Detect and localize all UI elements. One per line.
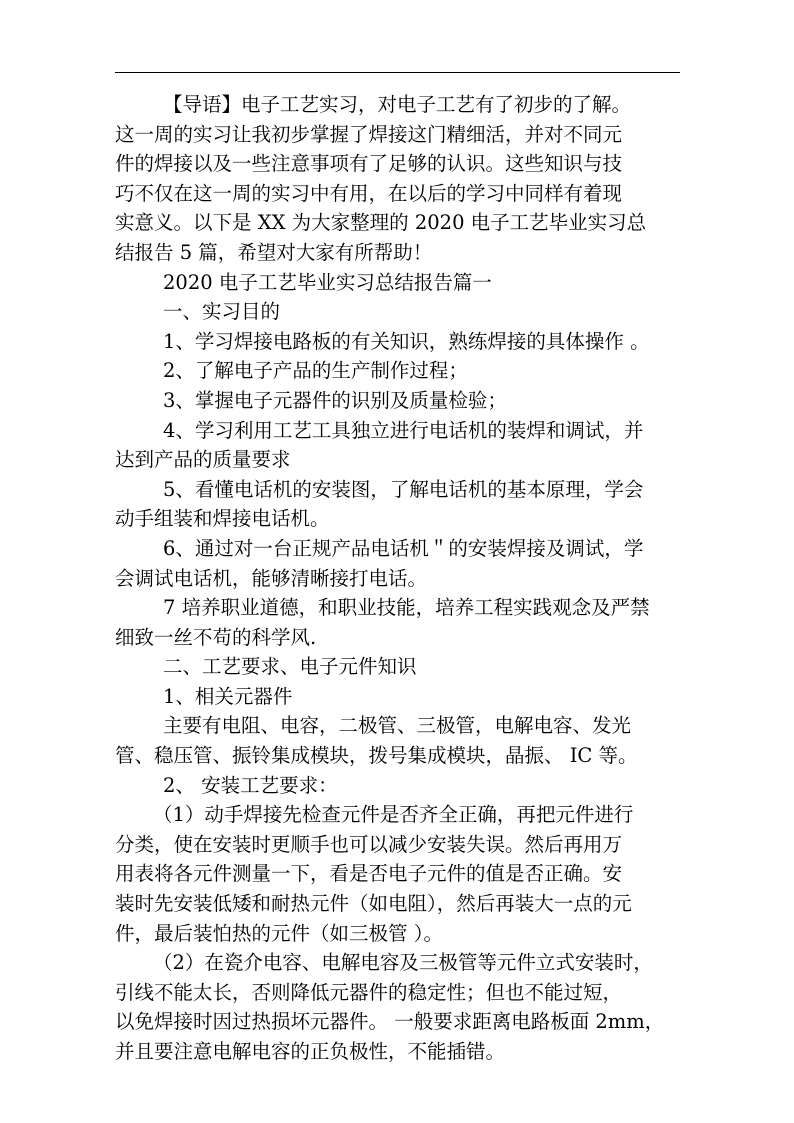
paragraph-line: 管、稳压管、振铃集成模块，拨号集成模块，晶振、 IC 等。 [115, 744, 638, 768]
intro-line: 实意义。以下是 XX 为大家整理的 2020 电子工艺毕业实习总 [115, 211, 647, 235]
paragraph-line: 件，最后装怕热的元件（如三极管 ）。 [115, 921, 443, 945]
document-body [115, 90, 680, 1067]
intro-line: 【导语】电子工艺实习，对电子工艺有了初步的了解。 [163, 93, 632, 116]
list-item: 7 培养职业道德，和职业技能，培养工程实践观念及严禁 [163, 596, 650, 620]
intro-line: 巧不仅在这一周的实习中有用，在以后的学习中同样有着现 [115, 181, 623, 205]
heading: 二、工艺要求、电子元件知识 [163, 655, 417, 679]
list-item: 3、掌握电子元器件的识别及质量检验； [163, 388, 507, 412]
paragraph-line: 并且要注意电解电容的正负极性，不能插错。 [115, 1040, 506, 1063]
list-item-continued: 细致一丝不苟的科学风. [115, 625, 317, 649]
list-item: 4、学习利用工艺工具独立进行电话机的装焊和调试，并 [163, 418, 644, 442]
intro-line: 结报告 5 篇，希望对大家有所帮助！ [115, 240, 433, 264]
paragraph-line: 分类，使在安装时更顺手也可以减少安装失误。然后再用万 [115, 832, 623, 856]
paragraph-line: （2）在瓷介电容、电解电容及三极管等元件立式安装时， [153, 951, 653, 975]
list-item: 1、学习焊接电路板的有关知识，熟练焊接的具体操作 。 [163, 329, 650, 353]
list-item: 5、看懂电话机的安装图，了解电话机的基本原理，学会 [163, 477, 644, 501]
section-title: 2020 电子工艺毕业实习总结报告篇一 [163, 270, 492, 294]
paragraph-line: （1）动手焊接先检查元件是否齐全正确，再把元件进行 [153, 803, 634, 827]
paragraph-line: 用表将各元件测量一下，看是否电子元件的值是否正确。安 [115, 862, 623, 886]
intro-line: 件的焊接以及一些注意事项有了足够的认识。这些知识与技 [115, 152, 623, 176]
intro-line: 这一周的实习让我初步掌握了焊接这门精细活，并对不同元 [115, 122, 623, 146]
list-item-continued: 达到产品的质量要求 [115, 448, 291, 472]
paragraph-line: 主要有电阻、电容，二极管、三极管，电解电容、发光 [163, 714, 632, 738]
paragraph-line: 装时先安装低矮和耐热元件（如电阻），然后再装大一点的元 [115, 892, 632, 916]
subheading: 1、相关元器件 [163, 684, 293, 708]
list-item: 2、了解电子产品的生产制作过程； [163, 359, 468, 383]
list-item: 6、通过对一台正规产品电话机＂的安装焊接及调试，学 [163, 536, 644, 560]
list-item-continued: 动手组装和焊接电话机。 [115, 507, 330, 531]
list-item-continued: 会调试电话机，能够清晰接打电话。 [115, 566, 428, 590]
paragraph-line: 引线不能太长，否则降低元器件的稳定性；但也不能过短， [115, 980, 623, 1004]
heading: 一、实习目的 [163, 300, 281, 324]
subheading: 2、 安装工艺要求： [163, 773, 338, 797]
paragraph-line: 以免焊接时因过热损坏元器件。 一般要求距离电路板面 2mm， [115, 1010, 665, 1034]
header-rule [115, 72, 680, 73]
